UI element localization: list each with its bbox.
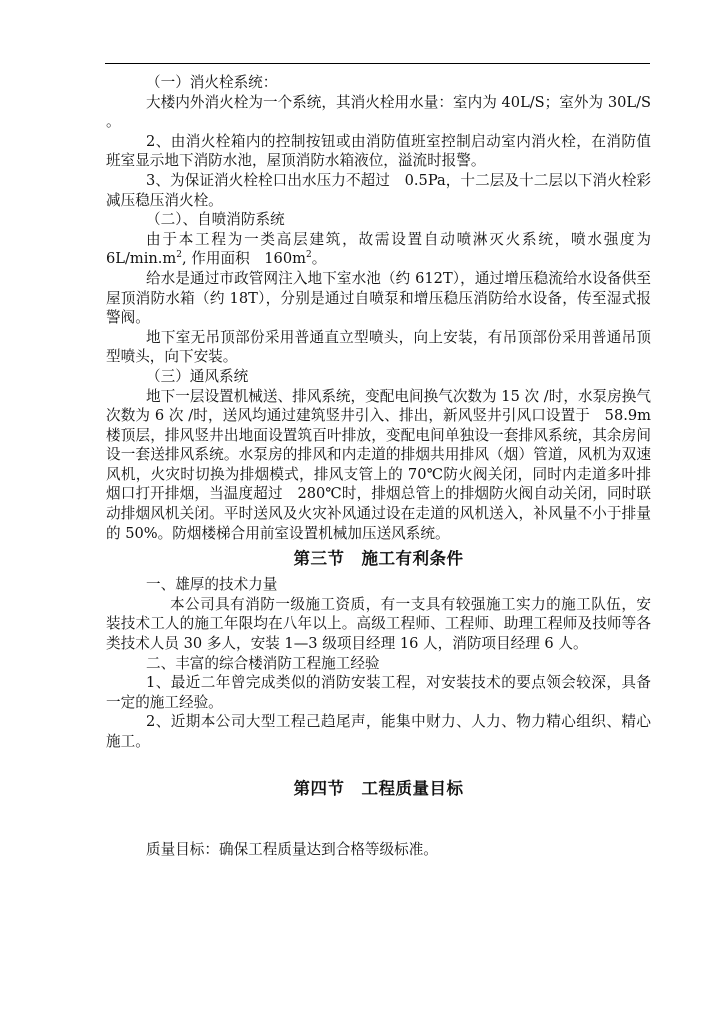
ventilation-heading: （三）通风系统 [146,367,249,385]
spacer [106,804,651,840]
sprinkler-heading: （二）、自喷消防系统 [146,211,285,229]
experience-paragraph-1: 1、最近二年曾完成类似的消防安装工程，对安装技术的要点领会较深，具备一定的施工经验。 [106,674,651,711]
experience-paragraph-2: 2、近期本公司大型工程己趋尾声，能集中财力、人力、物力精心组织、精心施工。 [106,713,651,750]
tech-strength-heading: 一、雄厚的技术力量 [146,576,278,594]
section4-title: 第四节 工程质量目标 [293,778,464,798]
section3-title: 第三节 施工有利条件 [293,549,464,569]
sprinkler-paragraph-3: 地下室无吊顶部份采用普通直立型喷头，向上安装，有吊顶部份采用普通吊顶型喷头，向下安装。 [106,328,651,366]
document-body [106,73,651,859]
hydrant-paragraph-2: 2、由消火栓箱内的控制按钮或由消防值班室控制启动室内消火栓，在消防值班室显示地下消防水池，屋顶消防水箱液位，溢流时报警。 [106,132,651,170]
sprinkler-paragraph-1: 由于本工程为一类高层建筑，故需设置自动喷淋灭火系统，喷水强度为 $6L/\min.m^2$, 作用面积 $160m^2$。 [106,230,651,268]
hydrant-paragraph-3: 3、为保证消火栓栓口出水压力不超过 0.5Pa，十二层及十二层以下消火栓彩减压稳压消火栓。 [106,171,651,209]
hydrant-heading: （一）消火栓系统： [146,74,278,91]
quality-goal: 质量目标：确保工程质量达到合格等级标准。 [146,840,438,858]
hydrant-paragraph-1: 大楼内外消火栓为一个系统，其消火栓用水量：室内为 40L/S；室外为 30L/S 。 [106,93,651,131]
ventilation-paragraph: 地下一层设置机械送、排风系统，变配电间换气次数为 15 次 /时，水泵房换气次数为 6 次 /时，送风均通过建筑竖井引入、排出，新风竖井引风口设置于 58.9m 楼顶层，排风竖井出地面设置筑百叶排放，变配电间单独设一套排风系统，其余房间设一套送排风系统。水泵房的排风和内走道的排烟共用排风（烟）管道，风机为双速风机，火灾时切换为排烟模式，排风支管上的 70℃防火阀关闭，同时内走道多叶排烟口打开排烟，当温度超过 280℃时，排烟总管上的排烟防火阀自动关闭，同时联动排烟风机关闭。平时送风及火灾补风通过设在走道的风机送入，补风量不小于排量的 50%。防烟楼梯合用前室设置机械加压送风系统。 [106,387,651,542]
header-rule [105,63,650,64]
sprinkler-paragraph-2: 给水是通过市政管网注入地下室水池（约 612T），通过增压稳流给水设备供至屋顶消防水箱（约 18T），分别是通过自喷泵和增压稳压消防给水设备，传至湿式报警阀。 [106,269,651,327]
tech-strength-text: 本公司具有消防一级施工资质，有一支具有较强施工实力的施工队伍，安装技术工人的施工年限均在八年以上。高级工程师、工程师、助理工程师及技师等各类技术人员 30 多人，安装 1—3 级项目经理 16 人，消防项目经理 6 人。 [106,595,651,653]
experience-heading: 二、丰富的综合楼消防工程施工经验 [146,654,380,672]
